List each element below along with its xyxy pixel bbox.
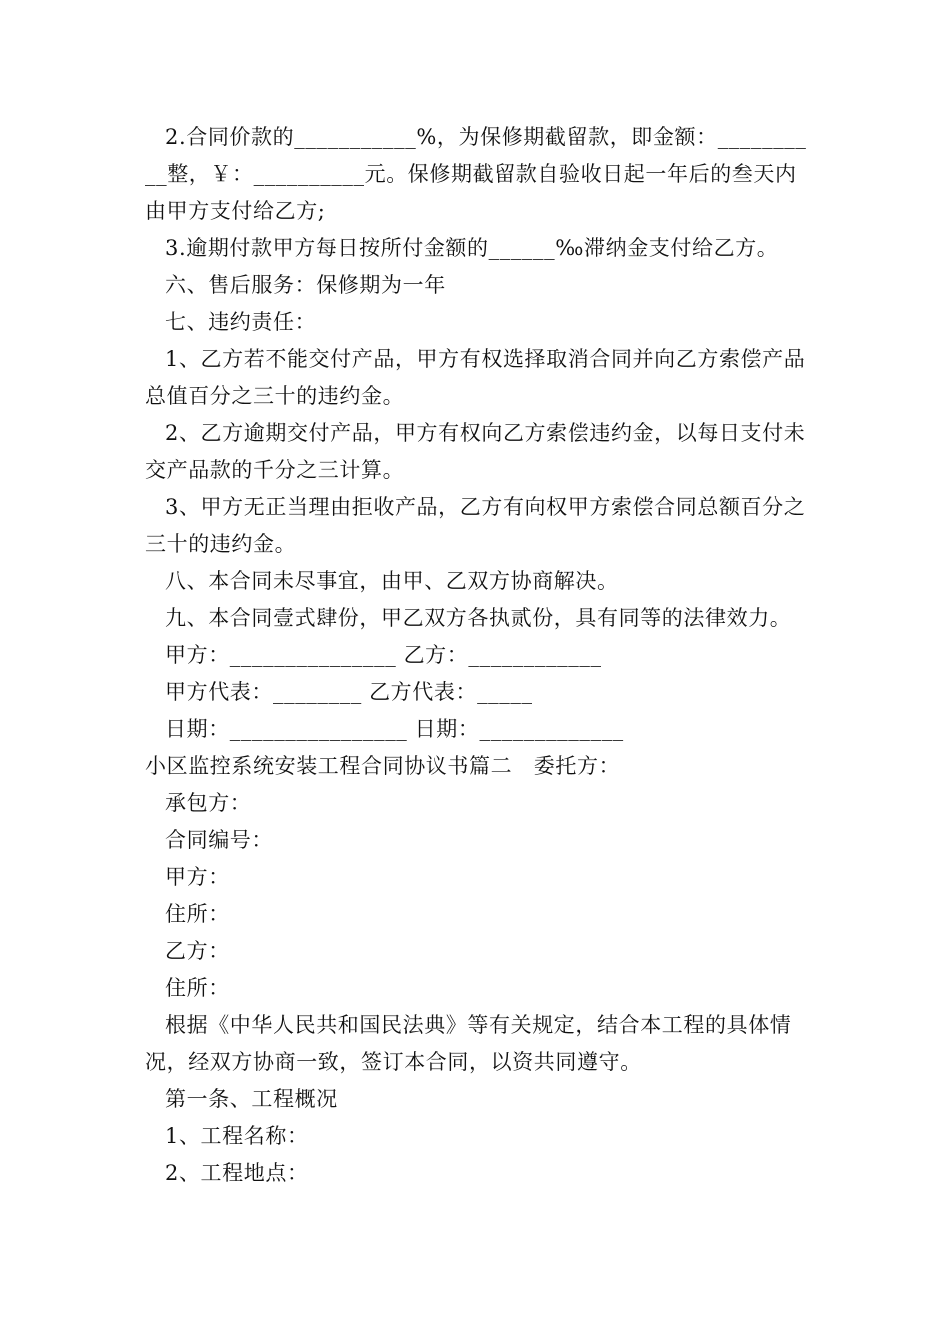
- article-one-heading: 第一条、工程概况: [165, 1087, 338, 1111]
- field-contract-number: 合同编号：: [165, 828, 273, 852]
- document-body: [145, 119, 807, 1192]
- contract-two-title: 小区监控系统安装工程合同协议书篇二 委托方：: [145, 754, 621, 778]
- preamble-paragraph: 根据《中华人民共和国民法典》等有关规定，结合本工程的具体情况，经双方协商一致，签订本合同，以资共同遵守。: [145, 1013, 792, 1074]
- breach-item-2: 2、乙方逾期交付产品，甲方有权向乙方索偿违约金，以每日支付未交产品款的千分之三计算。: [145, 421, 806, 482]
- clause-late-payment: 3.逾期付款甲方每日按所付金额的______‰滞纳金支付给乙方。: [165, 236, 779, 260]
- signature-parties: 甲方：_______________ 乙方：____________: [165, 643, 602, 667]
- field-contractor: 承包方：: [165, 791, 252, 815]
- section-unresolved-matters: 八、本合同未尽事宜，由甲、乙双方协商解决。: [165, 569, 619, 593]
- field-project-location: 2、工程地点：: [165, 1161, 309, 1185]
- breach-item-3: 3、甲方无正当理由拒收产品，乙方有向权甲方索偿合同总额百分之三十的违约金。: [145, 495, 806, 556]
- signature-dates: 日期：________________ 日期：_____________: [165, 717, 624, 741]
- section-after-sales: 六、售后服务：保修期为一年: [165, 273, 446, 297]
- clause-payment-retention: 2.合同价款的___________%，为保修期截留款，即金额：__________整，￥：__________元。保修期截留款自验收日起一年后的叁天内由甲方支付给乙方;: [145, 125, 807, 223]
- field-party-a-address: 住所：: [165, 902, 230, 926]
- section-breach-heading: 七、违约责任：: [165, 310, 317, 334]
- field-party-b-address: 住所：: [165, 976, 230, 1000]
- section-copies: 九、本合同壹式肆份，甲乙双方各执贰份，具有同等的法律效力。: [165, 606, 792, 630]
- field-party-a: 甲方：: [165, 865, 230, 889]
- field-party-b: 乙方：: [165, 939, 230, 963]
- breach-item-1: 1、乙方若不能交付产品，甲方有权选择取消合同并向乙方索偿产品总值百分之三十的违约金。: [145, 347, 806, 408]
- field-project-name: 1、工程名称：: [165, 1124, 309, 1148]
- signature-representatives: 甲方代表：________ 乙方代表：_____: [165, 680, 533, 704]
